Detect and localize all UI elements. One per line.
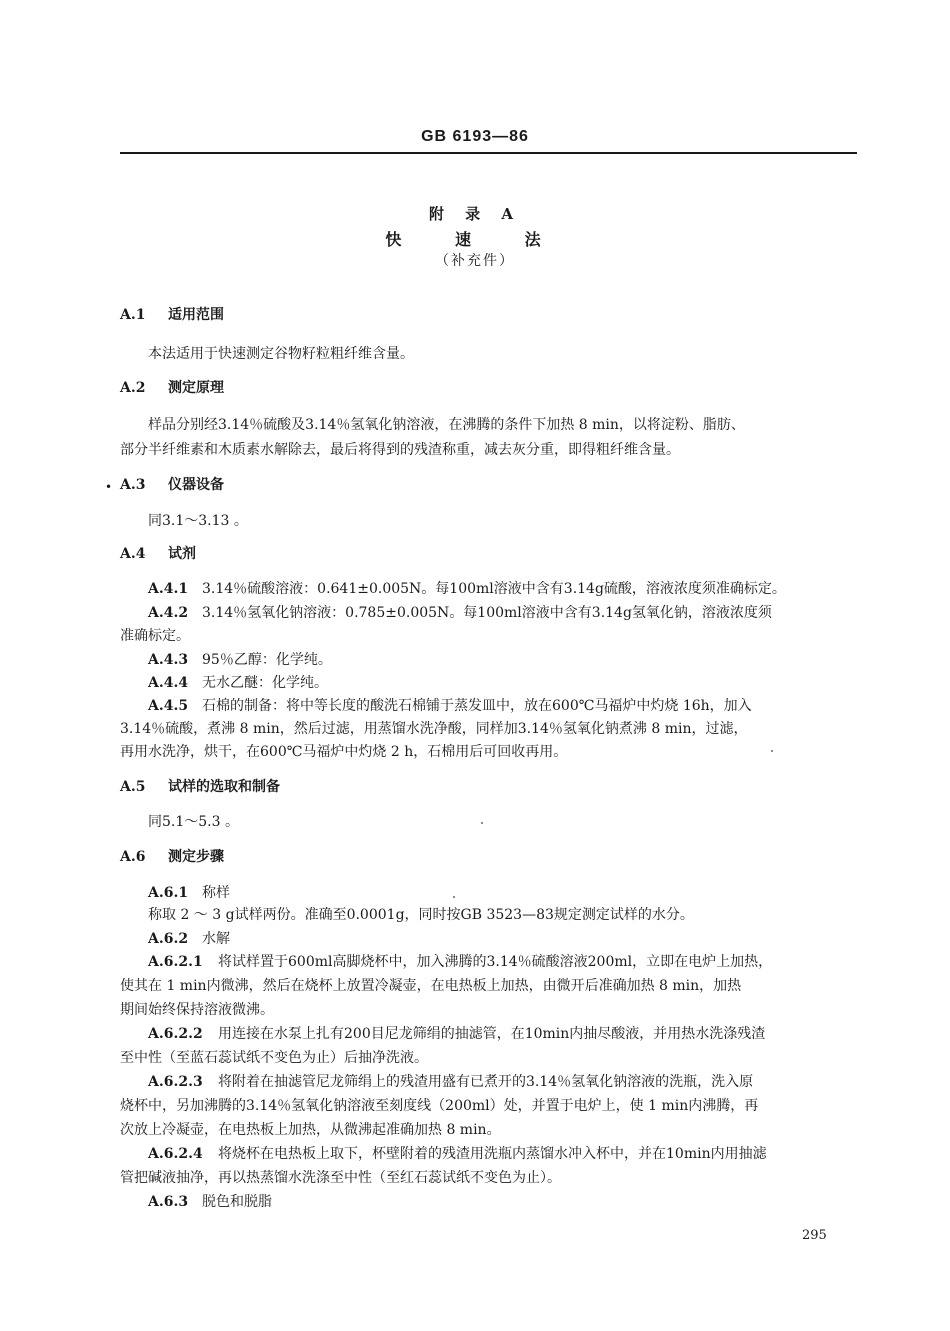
item-text: 将附着在抽滤管尼龙筛绢上的残渣用盛有已煮开的3.14％氢氧化钠溶液的洗瓶，洗入原 — [218, 1074, 754, 1090]
item-number: A.6.2.3 — [148, 1074, 203, 1090]
item-number: A.4.3 — [148, 652, 189, 668]
section-title: 适用范围 — [168, 307, 224, 323]
item-number: A.6.3 — [148, 1194, 189, 1210]
item-text: 称样 — [202, 885, 230, 901]
appendix-title: 附 录 A — [428, 205, 522, 223]
reagent-item — [148, 674, 328, 692]
reagent-item-continuation: 3.14％硫酸，煮沸 8 min，然后过滤，用蒸馏水洗净酸，同样加3.14％氢氧化钠煮沸 8 min，过滤， — [120, 721, 748, 737]
section-a6-heading — [120, 848, 224, 866]
procedure-paragraph — [148, 1073, 753, 1091]
item-text: 水解 — [202, 931, 230, 947]
item-text: 无水乙醚：化学纯。 — [202, 675, 328, 691]
standard-code-header: GB 6193—86 — [421, 128, 529, 145]
section-a4-heading — [120, 545, 196, 563]
item-number: A.6.2 — [148, 931, 189, 947]
section-number: A.4 — [120, 546, 146, 562]
section-a2-body-line: 部分半纤维素和木质素水解除去，最后将得到的残渣称重，减去灰分重，即得粗纤维含量。 — [120, 442, 680, 458]
subsection-a62-heading — [148, 930, 230, 948]
section-number: A.3 — [120, 477, 146, 493]
item-number: A.6.2.4 — [148, 1146, 203, 1162]
item-text: 3.14％氢氧化钠溶液：0.785±0.005N。每100ml溶液中含有3.14g氢氧化钠，溶液浓度须 — [202, 605, 772, 621]
supplement-label: （补充件） — [435, 253, 515, 269]
item-text: 用连接在水泵上扎有200目尼龙筛绢的抽滤管，在10min内抽尽酸液，并用热水洗涤残渣 — [218, 1026, 766, 1042]
item-number: A.4.4 — [148, 675, 189, 691]
item-text: 95％乙醇：化学纯。 — [202, 652, 332, 668]
item-number: A.6.2.2 — [148, 1026, 203, 1042]
margin-bullet: • — [105, 480, 113, 494]
section-a2-heading — [120, 379, 224, 397]
section-a5-body: 同5.1～5.3 。 — [148, 814, 239, 830]
section-number: A.1 — [120, 307, 146, 323]
page-number: 295 — [802, 1228, 827, 1243]
procedure-paragraph — [148, 953, 772, 971]
section-title: 仪器设备 — [168, 477, 224, 493]
reagent-item — [148, 580, 786, 598]
item-number: A.4.1 — [148, 581, 189, 597]
item-text: 脱色和脱脂 — [202, 1194, 272, 1210]
section-a1-body: 本法适用于快速测定谷物籽粒粗纤维含量。 — [148, 346, 414, 362]
section-a3-heading — [120, 476, 224, 494]
item-text: 将试样置于600ml高脚烧杯中，加入沸腾的3.14％硫酸溶液200ml，立即在电炉上加热， — [218, 954, 773, 970]
header-rule — [120, 152, 857, 154]
section-a2-body-line: 样品分别经3.14％硫酸及3.14％氢氧化钠溶液，在沸腾的条件下加热 8 min，以将淀粉、脂肪、 — [148, 417, 745, 433]
procedure-continuation: 管把碱液抽净，再以热蒸馏水洗涤至中性（至红石蕊试纸不变色为止）。 — [120, 1170, 561, 1186]
item-number: A.4.2 — [148, 605, 189, 621]
scan-speck — [771, 750, 773, 752]
reagent-item — [148, 651, 332, 669]
section-number: A.5 — [120, 779, 146, 795]
item-number: A.6.2.1 — [148, 954, 203, 970]
method-title: 快 速 法 — [385, 230, 565, 249]
item-text: 将烧杯在电热板上取下，杯壁附着的残渣用洗瓶内蒸馏水冲入杯中，并在10min内用抽滤 — [218, 1146, 767, 1162]
section-title: 试样的选取和制备 — [168, 779, 280, 795]
reagent-item-continuation: 准确标定。 — [120, 628, 190, 644]
section-a5-heading — [120, 778, 280, 796]
scan-speck — [481, 822, 483, 824]
section-title: 测定步骤 — [168, 849, 224, 865]
scan-speck — [453, 896, 455, 898]
subsection-a61-heading — [148, 884, 230, 902]
procedure-continuation: 至中性（至蓝石蕊试纸不变色为止）后抽净洗液。 — [120, 1050, 428, 1066]
procedure-continuation: 使其在 1 min内微沸，然后在烧杯上放置冷凝壶，在电热板上加热，由微开后准确加热 8 min，加热 — [120, 978, 742, 994]
section-a3-body: 同3.1～3.13 。 — [148, 513, 248, 529]
section-number: A.6 — [120, 849, 146, 865]
reagent-item — [148, 604, 772, 622]
procedure-paragraph — [148, 1025, 765, 1043]
section-number: A.2 — [120, 380, 146, 396]
subsection-a63-heading — [148, 1193, 272, 1211]
procedure-continuation: 次放上冷凝壶，在电热板上加热，从微沸起准确加热 8 min。 — [120, 1122, 501, 1138]
reagent-item — [148, 697, 752, 715]
item-number: A.4.5 — [148, 698, 189, 714]
procedure-continuation: 烧杯中，另加沸腾的3.14％氢氧化钠溶液至刻度线（200ml）处，并置于电炉上，使 1 min内沸腾，再 — [120, 1098, 759, 1114]
section-a1-heading — [120, 306, 224, 324]
item-text: 3.14％硫酸溶液：0.641±0.005N。每100ml溶液中含有3.14g硫酸，溶液浓度须准确标定。 — [202, 581, 786, 597]
item-number: A.6.1 — [148, 885, 189, 901]
item-text: 石棉的制备：将中等长度的酸洗石棉铺于蒸发皿中，放在600℃马福炉中灼烧 16h，加入 — [202, 698, 752, 714]
procedure-paragraph — [148, 1145, 767, 1163]
procedure-continuation: 期间始终保持溶液微沸。 — [120, 1002, 274, 1018]
section-title: 试剂 — [168, 546, 196, 562]
reagent-item-continuation: 再用水洗净，烘干，在600℃马福炉中灼烧 2 h，石棉用后可回收再用。 — [120, 744, 568, 760]
subsection-a61-body: 称取 2 ～ 3 g试样两份。准确至0.0001g，同时按GB 3523—83规定测定试样的水分。 — [148, 907, 694, 923]
section-title: 测定原理 — [168, 380, 224, 396]
